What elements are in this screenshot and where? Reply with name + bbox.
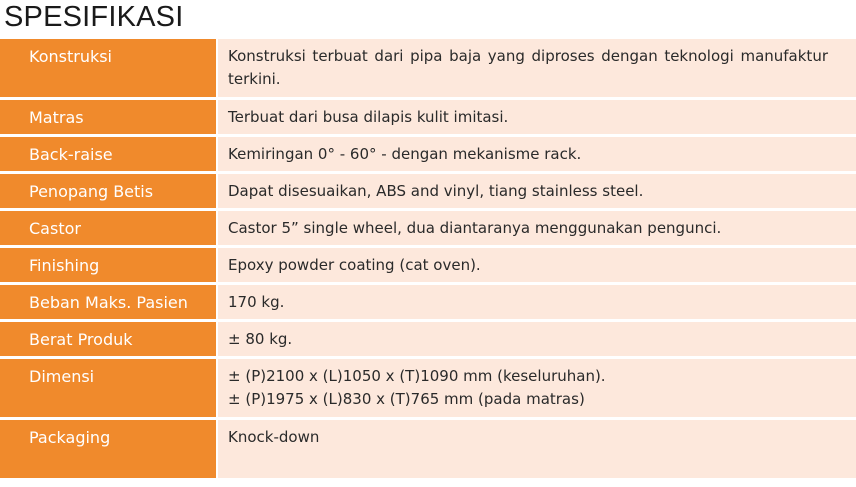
spec-value (218, 420, 856, 478)
spec-row-beban-maks-pasien (0, 285, 856, 319)
spec-value (218, 39, 856, 97)
spec-value (218, 359, 856, 417)
spec-row-dimensi (0, 359, 856, 417)
spec-value (218, 174, 856, 208)
spec-label: Beban Maks. Pasien (0, 285, 216, 319)
spec-value (218, 137, 856, 171)
spec-label: Packaging (0, 420, 216, 478)
spec-label: Castor (0, 211, 216, 245)
spec-label: Berat Produk (0, 322, 216, 356)
spec-row-konstruksi (0, 39, 856, 97)
spec-row-castor (0, 211, 856, 245)
spec-value-line: Castor 5” single wheel, dua diantaranya menggunakan pengunci. (228, 219, 722, 237)
spec-value (218, 285, 856, 319)
spec-value-line: Kemiringan 0° - 60° - dengan mekanisme rack. (228, 145, 582, 163)
spec-label: Back-raise (0, 137, 216, 171)
spec-value-line: Terbuat dari busa dilapis kulit imitasi. (228, 108, 509, 126)
spec-value-line: 170 kg. (228, 293, 285, 311)
spec-value-line: Epoxy powder coating (cat oven). (228, 256, 481, 274)
spec-table (0, 39, 856, 481)
spec-value-line: Knock-down (228, 428, 320, 446)
spec-value-line: ± (P)1975 x (L)830 x (T)765 mm (pada matras) (228, 390, 585, 408)
spec-value-line: ± (P)2100 x (L)1050 x (T)1090 mm (keseluruhan). (228, 367, 606, 385)
spec-value (218, 100, 856, 134)
spec-value (218, 211, 856, 245)
page-title: SPESIFIKASI (4, 1, 184, 33)
spec-label: Finishing (0, 248, 216, 282)
spec-row-penopang-betis (0, 174, 856, 208)
spec-value (218, 322, 856, 356)
spec-row-matras (0, 100, 856, 134)
spec-label: Dimensi (0, 359, 216, 417)
spec-row-packaging (0, 420, 856, 478)
spec-row-back-raise (0, 137, 856, 171)
spec-value-line: Dapat disesuaikan, ABS and vinyl, tiang stainless steel. (228, 182, 644, 200)
spec-label: Matras (0, 100, 216, 134)
spec-label: Penopang Betis (0, 174, 216, 208)
spec-value (218, 248, 856, 282)
spec-value-line: Konstruksi terbuat dari pipa baja yang diproses dengan teknologi manufaktur terkini. (228, 47, 828, 88)
spec-row-berat-produk (0, 322, 856, 356)
spec-value-line: ± 80 kg. (228, 330, 293, 348)
spec-row-finishing (0, 248, 856, 282)
spec-label: Konstruksi (0, 39, 216, 97)
